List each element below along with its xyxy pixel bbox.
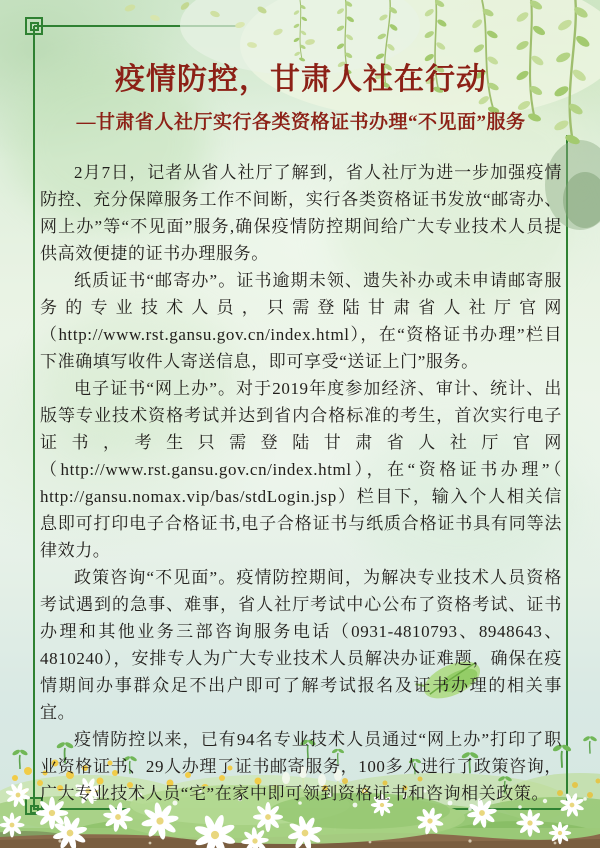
article-content — [40, 54, 562, 807]
paragraph-policy-consult: 政策咨询“不见面”。疫情防控期间，为解决专业技术人员资格考试遇到的急事、难事，省人社厅考试中心公布了资格考试、证书办理和其他业务三部咨询服务电话（0931-4810793、8948643、4810240），安排专人为广大专业技术人员解决办证难题，确保在疫情期间办事群众足不出户即可了解考试报名及证书办理的相关事宜。 — [40, 568, 562, 722]
page-subtitle: —甘肃省人社厅实行各类资格证书办理“不见面”服务 — [76, 112, 526, 133]
paragraph-e-certificate: 电子证书“网上办”。对于2019年度参加经济、审计、统计、出版等专业技术资格考试并达到省内合格标准的考生，首次实行电子证书，考生只需登陆甘肃省人社厅官网（http://www.rst.gansu.gov.cn/index.html），在“资格证书办理”（ http://gansu.nomax.vip/bas/stdLogin.jsp）栏目下，输入个人相关信息即可打印电子合格证书,电子合格证书与纸质合格证书具有同等法律效力。 — [40, 379, 562, 560]
paragraph-mail-service: 纸质证书“邮寄办”。证书逾期未领、遗失补办或未申请邮寄服务的专业技术人员，只需登陆甘肃省人社厅官网（http://www.rst.gansu.gov.cn/index.html），在“资格证书办理”栏目下准确填写收件人寄送信息，即可享受“送证上门”服务。 — [40, 271, 562, 371]
paragraph-results: 疫情防控以来，已有94名专业技术人员通过“网上办”打印了职业资格证书、29人办理了证书邮寄服务，100多人进行了政策咨询，广大专业技术人员“宅”在家中即可领到资格证书和咨询相关政策。 — [40, 730, 562, 803]
page-title: 疫情防控，甘肃人社在行动 — [115, 63, 487, 96]
paragraph-intro: 2月7日，记者从省人社厅了解到，省人社厅为进一步加强疫情防控、充分保障服务工作不间断，实行各类资格证书发放“邮寄办、网上办”等“不见面”服务,确保疫情防控期间给广大专业技术人员提供高效便捷的证书办理服务。 — [40, 163, 562, 263]
